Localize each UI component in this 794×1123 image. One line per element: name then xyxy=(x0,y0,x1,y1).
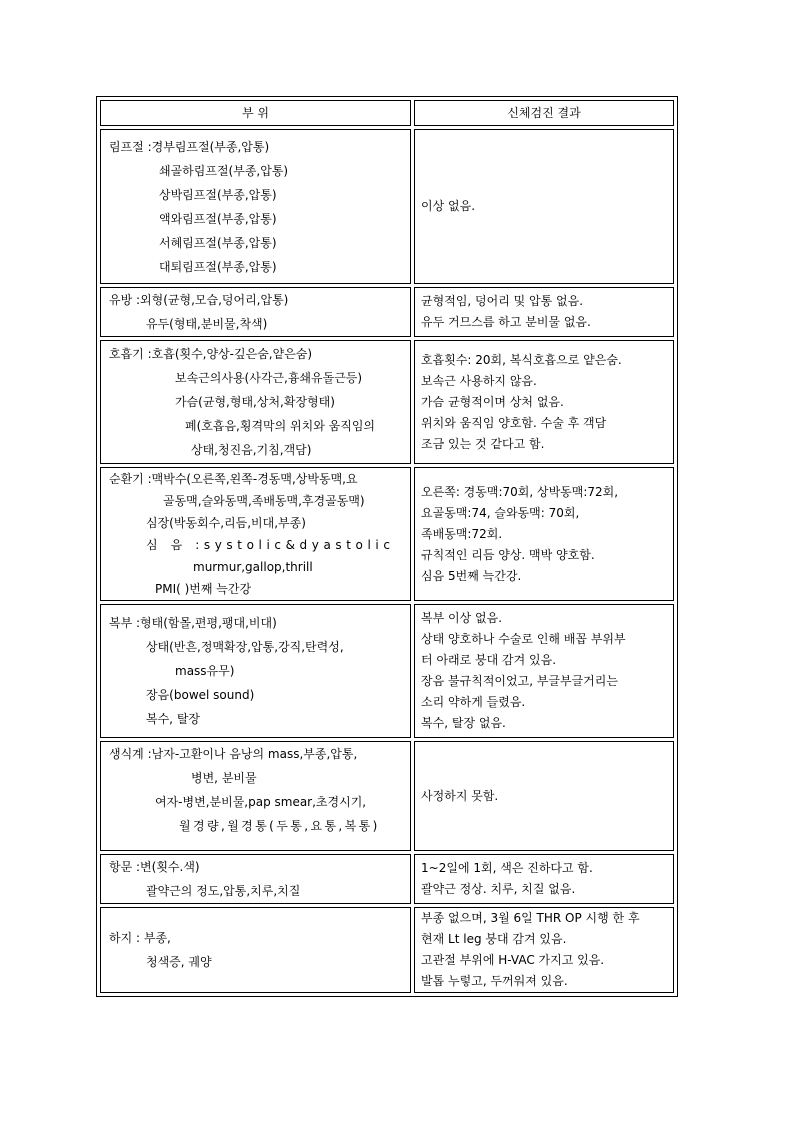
lymph-line: 서혜림프절(부종,압통) xyxy=(159,235,277,250)
circulatory-result: 심음 5번째 늑간강. xyxy=(421,568,522,583)
table-row-lymph xyxy=(100,129,674,284)
anus-line: 항문 :변(횟수.색) xyxy=(109,860,200,874)
abdomen-result: 상태 양호하나 수술로 인해 배꼽 부위부 xyxy=(421,632,626,646)
lower-limb-line: 하지 : 부종, xyxy=(109,931,171,945)
lymph-line: 림프절 :경부림프절(부종,압통) xyxy=(109,139,270,154)
physical-exam-table xyxy=(96,96,678,997)
anus-result-cell xyxy=(414,854,674,904)
reproductive-part-cell xyxy=(100,741,411,851)
lymph-part-cell xyxy=(100,129,411,284)
lower-limb-result: 부종 없으며, 3월 6일 THR OP 시행 한 후 xyxy=(421,911,640,925)
anus-result: 1~2일에 1회, 색은 진하다고 함. xyxy=(421,861,593,875)
abdomen-result: 장음 불규칙적이었고, 부글부글거리는 xyxy=(421,674,618,688)
circulatory-result: 족배동맥:72회. xyxy=(421,526,503,541)
lymph-line: 쇄골하림프절(부종,압통) xyxy=(159,163,289,178)
abdomen-result-cell xyxy=(414,604,674,738)
table-row-abdomen xyxy=(100,604,674,738)
table-header-row xyxy=(100,100,674,126)
respiratory-line: 가슴(균형,형태,상처,확장형태) xyxy=(175,395,335,409)
respiratory-part-cell xyxy=(100,340,411,464)
respiratory-line: 상태,청진음,기침,객담) xyxy=(191,443,312,457)
respiratory-result: 가슴 균형적이며 상처 없음. xyxy=(421,394,564,409)
circulatory-result-cell xyxy=(414,467,674,601)
table-row-circulatory xyxy=(100,467,674,601)
circulatory-line: murmur,gallop,thrill xyxy=(193,560,313,574)
abdomen-result: 복수, 탈장 없음. xyxy=(421,716,506,730)
circulatory-result: 오른쪽: 경동맥:70회, 상박동맥:72회, xyxy=(421,484,619,499)
anus-line: 괄약근의 정도,압통,치루,치질 xyxy=(146,884,301,898)
abdomen-result: 복부 이상 없음. xyxy=(421,611,503,625)
respiratory-result: 위치와 움직임 양호함. 수술 후 객담 xyxy=(421,415,607,430)
lymph-result: 이상 없음. xyxy=(421,199,476,213)
abdomen-part-cell xyxy=(100,604,411,738)
abdomen-line: 복부 :형태(함몰,편평,팽대,비대) xyxy=(109,616,277,630)
reproductive-line: 여자-병변,분비물,pap smear,초경시기, xyxy=(155,795,367,809)
circulatory-line: 골동맥,슬와동맥,족배동맥,후경골동맥) xyxy=(163,494,365,508)
respiratory-result-cell xyxy=(414,340,674,464)
circulatory-line: 순환기 :맥박수(오른쪽,왼쪽-경동맥,상박동맥,요 xyxy=(109,472,358,486)
circulatory-part-cell xyxy=(100,467,411,601)
lower-limb-result: 현재 Lt leg 붕대 감겨 있음. xyxy=(421,932,567,946)
breast-result-cell xyxy=(414,287,674,337)
table-row-reproductive xyxy=(100,741,674,851)
lower-limb-line: 청색증, 궤양 xyxy=(146,955,212,969)
circulatory-result: 요골동맥:74, 슬와동맥: 70회, xyxy=(421,505,580,520)
table-row-lower-limb xyxy=(100,907,674,993)
reproductive-line: 생식계 :남자-고환이나 음낭의 mass,부종,압통, xyxy=(109,747,358,761)
lower-limb-result: 발톱 누렇고, 두꺼워져 있음. xyxy=(421,974,568,988)
lymph-line: 상박림프절(부종,압통) xyxy=(159,187,277,202)
table-row-anus xyxy=(100,854,674,904)
abdomen-line: 복수, 탈장 xyxy=(146,712,200,726)
lymph-result-cell xyxy=(414,129,674,284)
breast-result: 균형적임, 덩어리 및 압통 없음. xyxy=(421,294,584,308)
lower-limb-result-cell xyxy=(414,907,674,993)
reproductive-result-cell xyxy=(414,741,674,851)
anus-result: 괄약근 정상. 치루, 치질 없음. xyxy=(421,882,576,896)
circulatory-line: PMI( )번째 늑간강 xyxy=(155,582,252,596)
respiratory-result: 호흡횟수: 20회, 복식호흡으로 얕은숨. xyxy=(421,352,622,367)
abdomen-line: 상태(반흔,정맥확장,압통,강직,탄력성, xyxy=(146,640,344,654)
circulatory-result: 규칙적인 리듬 양상. 맥박 양호함. xyxy=(421,547,595,562)
header-part: 부 위 xyxy=(100,100,411,126)
circulatory-line: 심장(박동회수,리듬,비대,부종) xyxy=(146,516,306,530)
abdomen-line: 장음(bowel sound) xyxy=(146,688,255,702)
breast-line: 유방 :외형(균형,모습,덩어리,압통) xyxy=(109,293,289,307)
circulatory-line: 심 음 :systolic&dyastolic xyxy=(146,538,395,552)
respiratory-line: 폐(호흡음,횡격막의 위치와 움직임의 xyxy=(185,419,376,433)
lymph-line: 대퇴림프절(부종,압통) xyxy=(159,259,277,274)
breast-line: 유두(형태,분비물,착색) xyxy=(146,317,268,331)
header-result: 신체검진 결과 xyxy=(414,100,674,126)
abdomen-line: mass유무) xyxy=(175,664,235,678)
lower-limb-result: 고관절 부위에 H-VAC 가지고 있음. xyxy=(421,953,605,967)
respiratory-result: 조금 있는 것 같다고 함. xyxy=(421,436,545,451)
reproductive-result: 사정하지 못함. xyxy=(421,788,499,803)
reproductive-line: 월경량,월경통(두통,요통,복통) xyxy=(179,819,380,833)
table-row-respiratory xyxy=(100,340,674,464)
respiratory-line: 호흡기 :호흡(횟수,양상-깊은숨,얕은숨) xyxy=(109,347,313,361)
breast-result: 유두 거므스름 하고 분비물 없음. xyxy=(421,315,591,329)
lymph-line: 액와림프절(부종,압통) xyxy=(159,211,277,226)
table-row-breast xyxy=(100,287,674,337)
anus-part-cell xyxy=(100,854,411,904)
abdomen-result: 소리 약하게 들렸음. xyxy=(421,695,526,709)
respiratory-line: 보속근의사용(사각근,흉쇄유돌근등) xyxy=(175,371,363,385)
reproductive-line: 병변, 분비물 xyxy=(191,771,257,785)
breast-part-cell xyxy=(100,287,411,337)
respiratory-result: 보속근 사용하지 않음. xyxy=(421,373,537,388)
abdomen-result: 터 아래로 붕대 감겨 있음. xyxy=(421,653,557,667)
lower-limb-part-cell xyxy=(100,907,411,993)
